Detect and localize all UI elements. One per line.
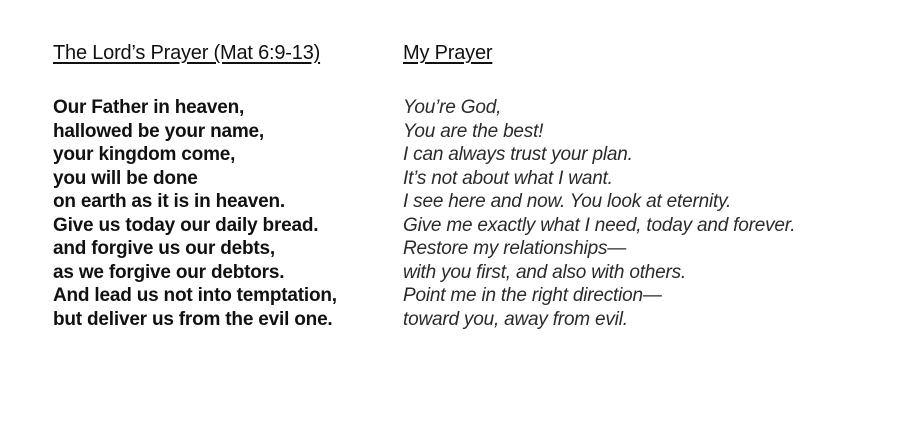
my-prayer-line: I can always trust your plan.: [403, 144, 633, 165]
lords-prayer-line: on earth as it is in heaven.: [53, 191, 285, 212]
lords-prayer-line: hallowed be your name,: [53, 120, 264, 142]
lords-prayer-column: [53, 36, 393, 347]
my-prayer-lines: [403, 96, 883, 331]
my-prayer-line: It’s not about what I want.: [403, 167, 613, 189]
lords-prayer-line: Give us today our daily bread.: [53, 214, 319, 236]
my-prayer-line: Point me in the right direction—: [403, 285, 662, 306]
my-prayer-line: You are the best!: [403, 120, 544, 142]
lords-prayer-line: and forgive us our debts,: [53, 238, 275, 259]
lords-prayer-line: Our Father in heaven,: [53, 97, 245, 118]
my-prayer-heading: My Prayer: [403, 42, 493, 64]
lords-prayer-heading: The Lord’s Prayer (Mat 6:9-13): [53, 42, 321, 64]
my-prayer-column: [403, 36, 883, 347]
lords-prayer-line: you will be done: [53, 167, 198, 189]
my-prayer-line: You’re God,: [403, 97, 502, 118]
my-prayer-line: Give me exactly what I need, today and forever.: [403, 214, 796, 236]
my-prayer-line: with you first, and also with others.: [403, 261, 687, 283]
my-prayer-line: I see here and now. You look at eternity.: [403, 191, 732, 212]
lords-prayer-lines: [53, 96, 393, 331]
lords-prayer-line: your kingdom come,: [53, 144, 236, 165]
lords-prayer-line: but deliver us from the evil one.: [53, 308, 333, 330]
my-prayer-line: Restore my relationships—: [403, 238, 627, 259]
lords-prayer-line: as we forgive our debtors.: [53, 261, 285, 283]
my-prayer-line: toward you, away from evil.: [403, 308, 628, 330]
lords-prayer-line: And lead us not into temptation,: [53, 285, 337, 306]
